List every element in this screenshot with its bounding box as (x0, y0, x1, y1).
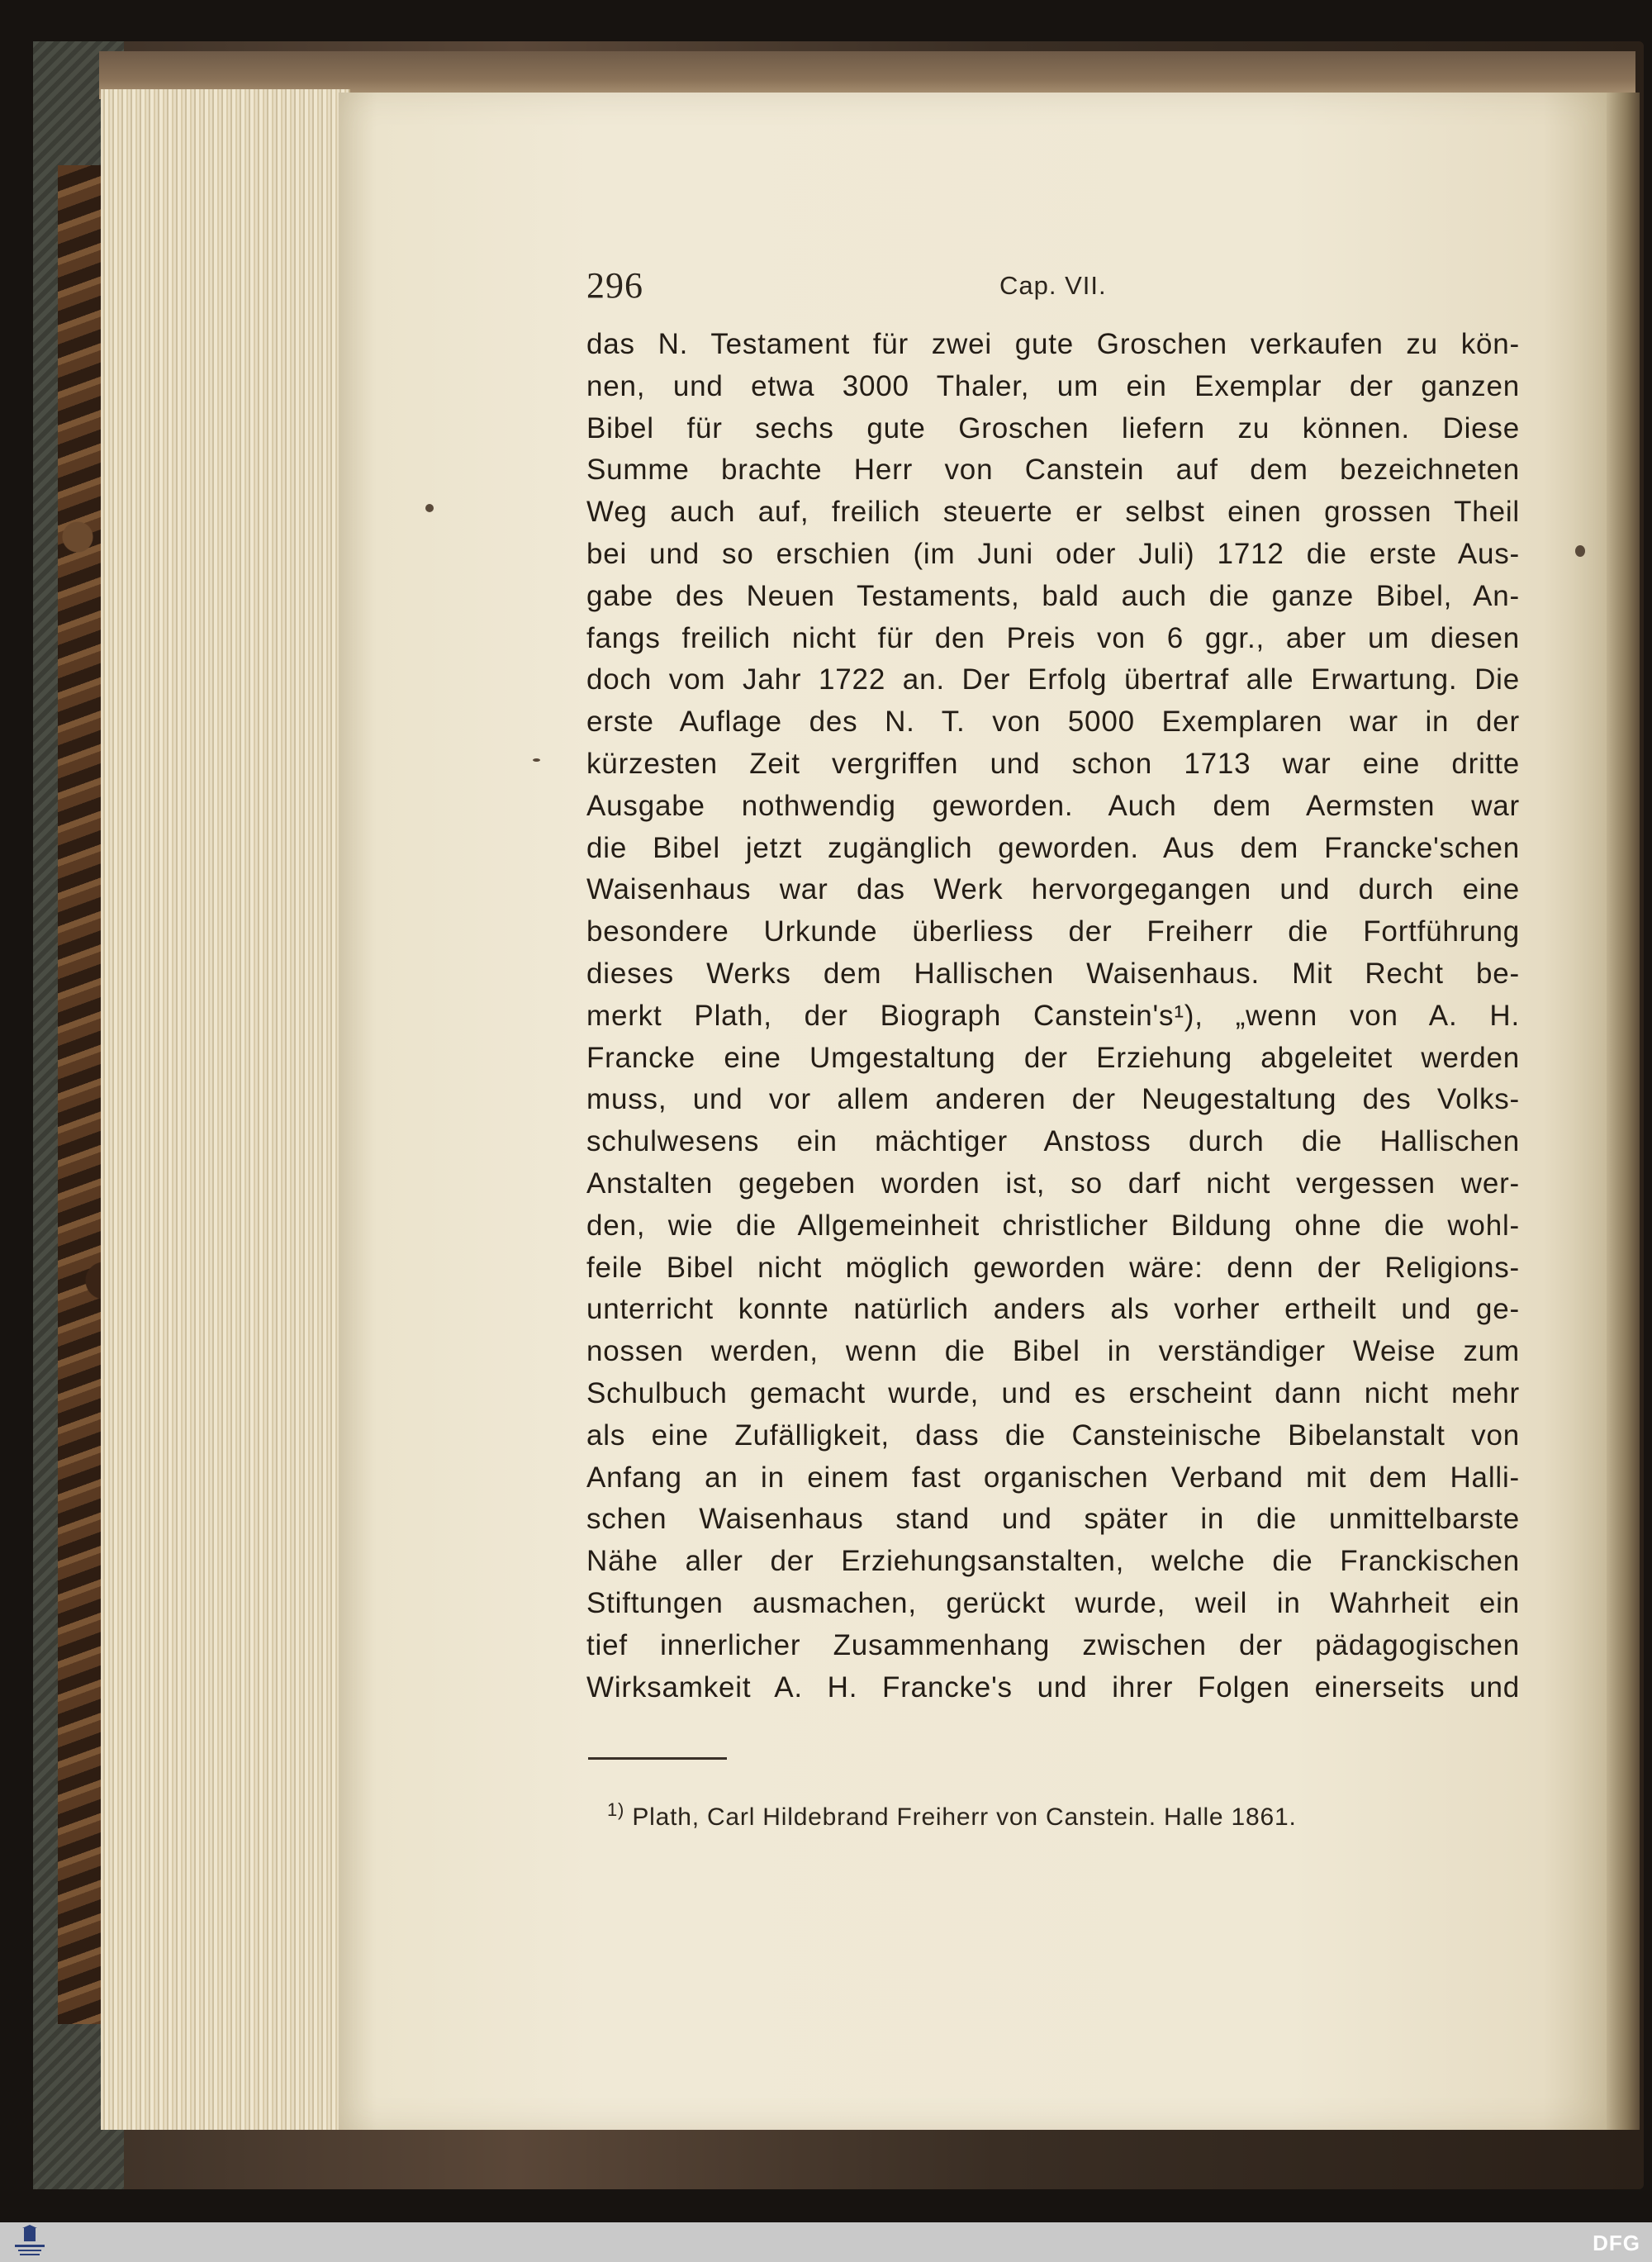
text-line: als eine Zufälligkeit, dass die Cansteinische Bibelanstalt von (586, 1419, 1520, 1452)
text-line: das N. Testament für zwei gute Groschen verkaufen zu kön- (586, 328, 1520, 360)
footnote-text: Plath, Carl Hildebrand Freiherr von Canstein. Halle 1861. (632, 1803, 1297, 1831)
viewer-bottom-bar (0, 2222, 1652, 2262)
text-line: merkt Plath, der Biograph Canstein's¹), „wenn von A. H. (586, 999, 1520, 1032)
body-text (586, 324, 1520, 1708)
page-edges (101, 89, 350, 2130)
page-gutter (1607, 93, 1640, 2130)
dfg-logo: DFG (1593, 2231, 1640, 2255)
text-line: Waisenhaus war das Werk hervorgegangen und durch eine (586, 873, 1520, 906)
library-logo-icon (10, 2225, 50, 2260)
text-line: kürzesten Zeit vergriffen und schon 1713 war eine dritte (586, 747, 1520, 780)
text-line: Bibel für sechs gute Groschen liefern zu können. Diese (586, 411, 1520, 444)
paper-speck (425, 504, 434, 512)
paper-speck (1575, 545, 1585, 557)
text-line: bei und so erschien (im Juni oder Juli) 1712 die erste Aus- (586, 537, 1520, 570)
text-line: tief innerlicher Zusammenhang zwischen der pädagogischen (586, 1628, 1520, 1661)
text-line: muss, und vor allem anderen der Neugestaltung des Volks- (586, 1083, 1520, 1116)
text-line: Nähe aller der Erziehungsanstalten, welche die Franckischen (586, 1545, 1520, 1578)
text-line: feile Bibel nicht möglich geworden wäre: denn der Religions- (586, 1251, 1520, 1284)
text-line: unterricht konnte natürlich anders als vorher ertheilt und ge- (586, 1293, 1520, 1326)
paper-speck (533, 758, 540, 762)
page-header (586, 264, 1520, 314)
text-line: besondere Urkunde überliess der Freiherr die Fortführung (586, 915, 1520, 948)
text-line: dieses Werks dem Hallischen Waisenhaus. Mit Recht be- (586, 957, 1520, 990)
text-line: Ausgabe nothwendig geworden. Auch dem Aermsten war (586, 789, 1520, 822)
footnote (607, 1799, 1441, 1832)
page-number: 296 (586, 265, 643, 306)
text-line: schen Waisenhaus stand und später in die unmittelbarste (586, 1503, 1520, 1536)
text-line: fangs freilich nicht für den Preis von 6 ggr., aber um diesen (586, 621, 1520, 654)
text-line: Anstalten gegeben worden ist, so darf nicht vergessen wer- (586, 1167, 1520, 1200)
text-line: den, wie die Allgemeinheit christlicher Bildung ohne die wohl- (586, 1209, 1520, 1242)
text-line: nossen werden, wenn die Bibel in verständiger Weise zum (586, 1335, 1520, 1368)
text-line: Schulbuch gemacht wurde, und es erscheint dann nicht mehr (586, 1376, 1520, 1409)
text-line: Stiftungen ausmachen, gerückt wurde, weil in Wahrheit ein (586, 1586, 1520, 1619)
running-head: Cap. VII. (999, 271, 1107, 300)
text-line: doch vom Jahr 1722 an. Der Erfolg übertraf alle Erwartung. Die (586, 663, 1520, 696)
text-line: Anfang an in einem fast organischen Verband mit dem Halli- (586, 1461, 1520, 1494)
text-line: Francke eine Umgestaltung der Erziehung abgeleitet werden (586, 1041, 1520, 1074)
text-line: Weg auch auf, freilich steuerte er selbst einen grossen Theil (586, 496, 1520, 529)
text-line: Summe brachte Herr von Canstein auf dem bezeichneten (586, 454, 1520, 487)
text-line: Wirksamkeit A. H. Francke's und ihrer Folgen einerseits und (586, 1670, 1520, 1704)
footnote-rule (588, 1757, 727, 1760)
text-line: nen, und etwa 3000 Thaler, um ein Exemplar der ganzen (586, 369, 1520, 402)
text-line: gabe des Neuen Testaments, bald auch die ganze Bibel, An- (586, 579, 1520, 612)
text-line: schulwesens ein mächtiger Anstoss durch die Hallischen (586, 1125, 1520, 1158)
footnote-marker: 1) (607, 1799, 625, 1820)
text-line: die Bibel jetzt zugänglich geworden. Aus dem Francke'schen (586, 831, 1520, 864)
text-line: erste Auflage des N. T. von 5000 Exemplaren war in der (586, 706, 1520, 739)
